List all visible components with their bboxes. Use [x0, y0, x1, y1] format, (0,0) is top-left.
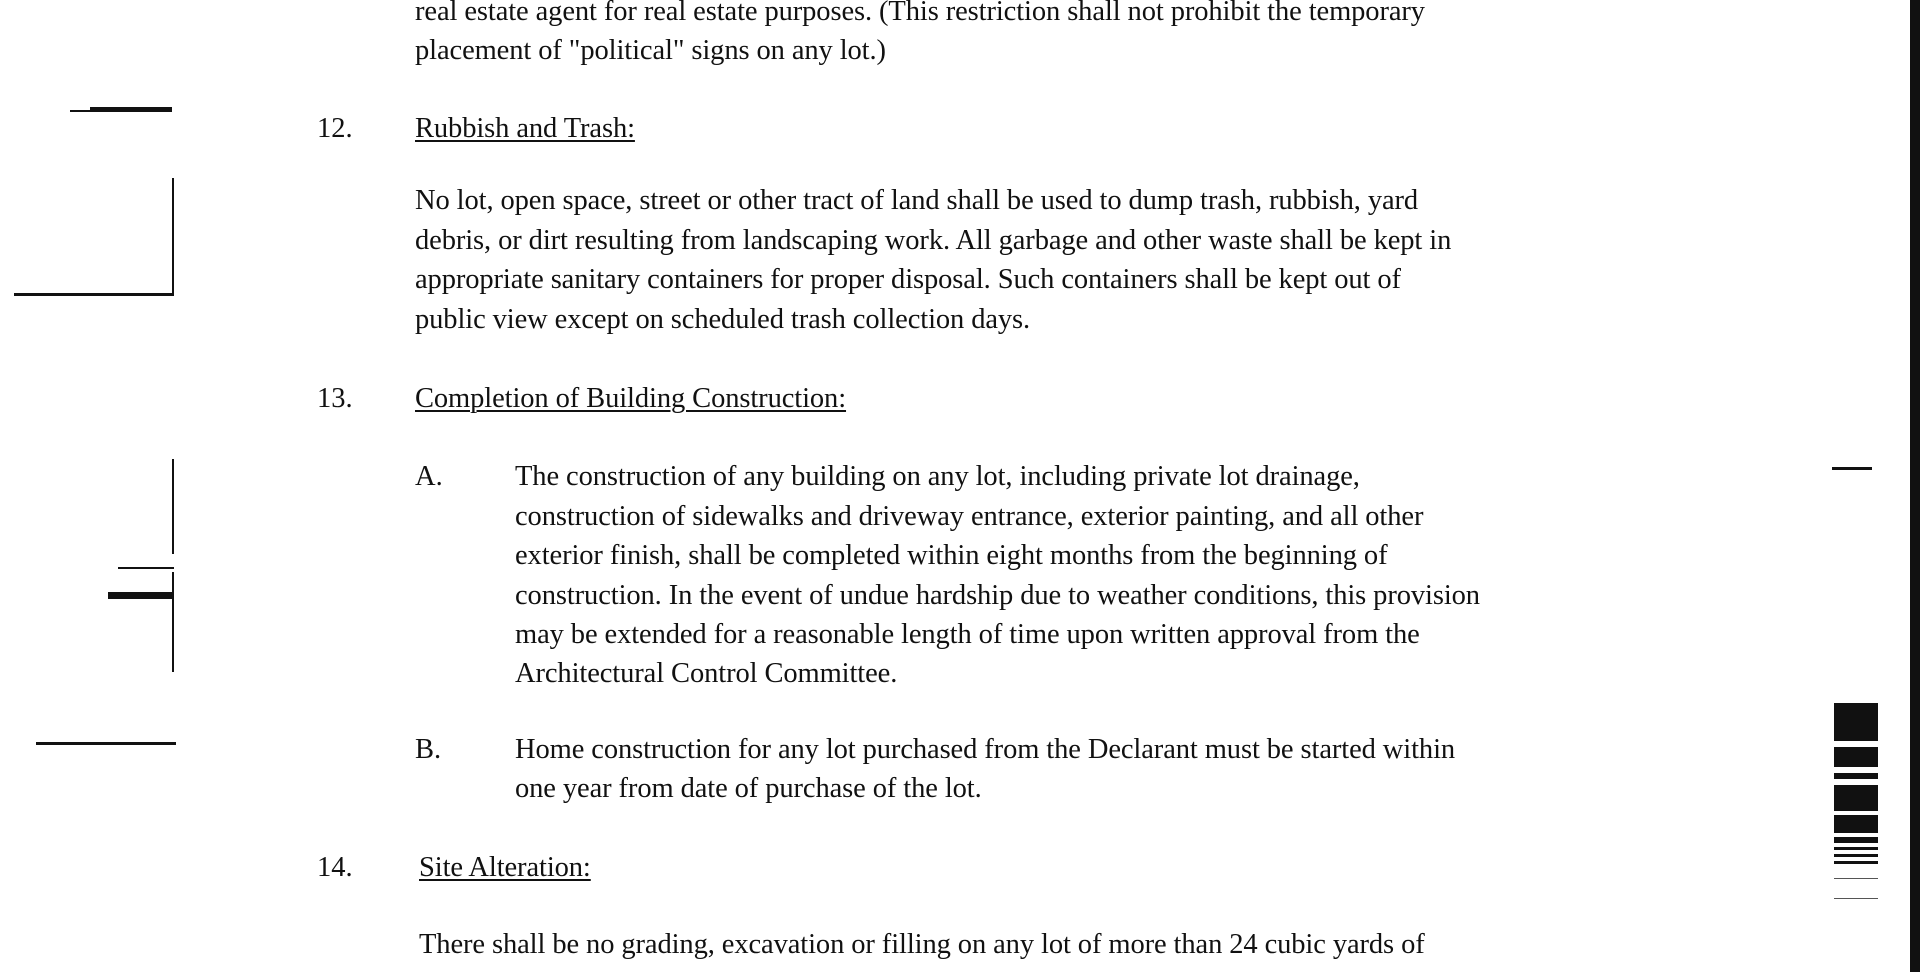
scan-mark: [172, 572, 174, 672]
section-number: 13.: [317, 383, 353, 414]
scan-mark: [14, 293, 174, 296]
paragraph-line: appropriate sanitary containers for proper disposal. Such containers shall be kept out of: [415, 264, 1401, 295]
paragraph-line: exterior finish, shall be completed within eight months from the beginning of: [515, 540, 1388, 571]
paragraph-line: debris, or dirt resulting from landscaping work. All garbage and other waste shall be kept in: [415, 225, 1452, 256]
paragraph-line: No lot, open space, street or other tract of land shall be used to dump trash, rubbish, yard: [415, 185, 1419, 216]
item-letter: A.: [415, 461, 443, 492]
item-letter: B.: [415, 734, 442, 765]
paragraph-line: Home construction for any lot purchased from the Declarant must be started within: [515, 734, 1456, 765]
paragraph-line: one year from date of purchase of the lot.: [515, 773, 982, 804]
section-number: 12.: [317, 113, 353, 144]
scan-mark: [172, 178, 174, 293]
scan-mark: [172, 459, 174, 554]
scan-mark: [1832, 467, 1872, 470]
scan-mark: [70, 110, 90, 112]
section-heading: Completion of Building Construction:: [415, 383, 847, 414]
paragraph-line: placement of "political" signs on any lot.): [415, 35, 886, 66]
paragraph-line: real estate agent for real estate purposes. (This restriction shall not prohibit the temporary: [415, 0, 1425, 27]
paragraph-line: public view except on scheduled trash collection days.: [415, 304, 1031, 335]
scan-mark: [108, 592, 174, 599]
paragraph-line: The construction of any building on any lot, including private lot drainage,: [515, 461, 1360, 492]
paragraph-line: may be extended for a reasonable length of time upon written approval from the: [515, 619, 1420, 650]
section-heading: Site Alteration:: [419, 852, 591, 883]
paragraph-line: Architectural Control Committee.: [515, 658, 898, 689]
scan-mark: [118, 567, 174, 569]
paragraph-line: construction. In the event of undue hardship due to weather conditions, this provision: [515, 580, 1480, 611]
paragraph-line: There shall be no grading, excavation or filling on any lot of more than 24 cubic yards of: [419, 929, 1425, 960]
scan-mark: [90, 107, 172, 112]
scan-mark: [36, 742, 176, 745]
paragraph-line: construction of sidewalks and driveway entrance, exterior painting, and all other: [515, 501, 1424, 532]
scan-edge: [1910, 0, 1920, 972]
barcode-icon: [1834, 703, 1882, 903]
section-heading: Rubbish and Trash:: [415, 113, 635, 144]
section-number: 14.: [317, 852, 353, 883]
